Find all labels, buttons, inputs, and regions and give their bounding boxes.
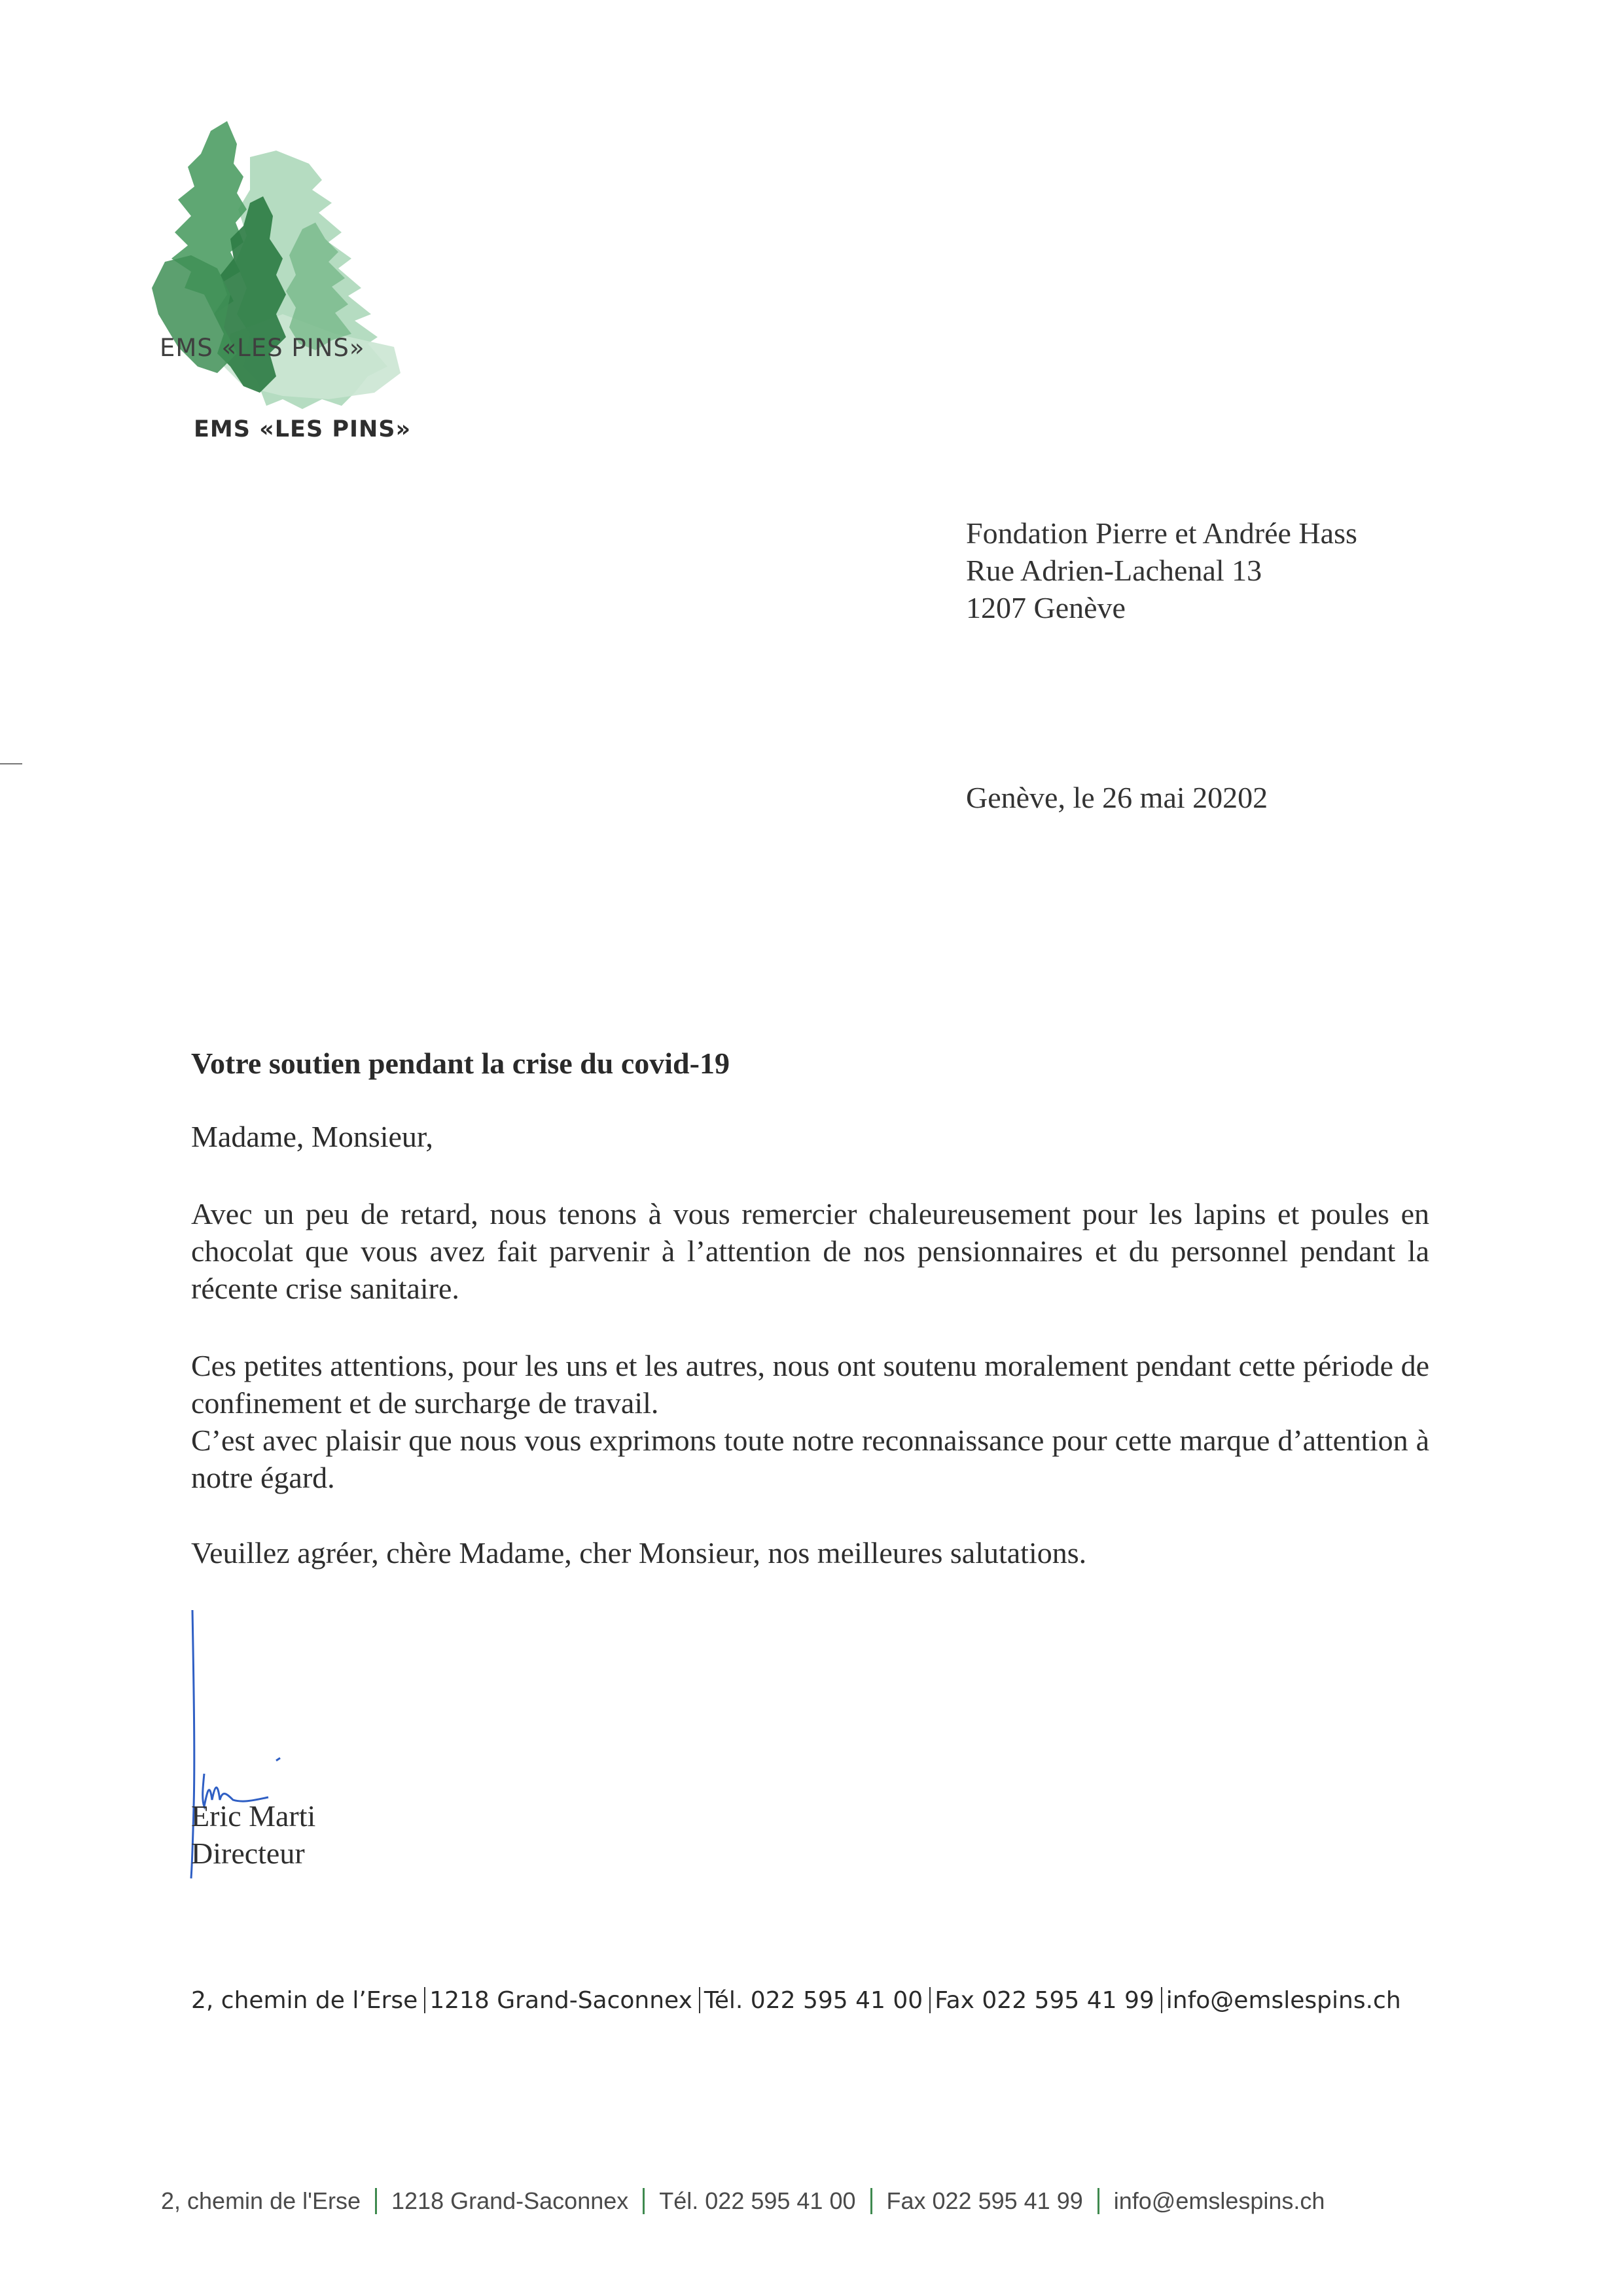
body-paragraph-2a: Ces petites attentions, pour les uns et les autres, nous ont soutenu moralement pendant cette période de confinement et de surcharge de travail. (191, 1349, 1429, 1420)
recipient-name: Fondation Pierre et Andrée Hass (966, 516, 1357, 550)
signer-block (191, 1797, 315, 1872)
footer-separator (1161, 1987, 1162, 2013)
body-paragraph-2b: C’est avec plaisir que nous vous exprimons toute notre reconnaissance pour cette marque d’attention à notre égard. (191, 1424, 1429, 1494)
printed-footer-separator (1097, 2188, 1099, 2214)
letter-date: Genève, le 26 mai 20202 (966, 781, 1268, 814)
margin-mark (0, 763, 22, 764)
printed-footer-separator (643, 2188, 645, 2214)
body-paragraph-2 (191, 1347, 1429, 1496)
footer-tel: Tél. 022 595 41 00 (704, 1987, 923, 2014)
footer-separator (699, 1987, 700, 2013)
closing-paragraph: Veuillez agréer, chère Madame, cher Monsieur, nos meilleures salutations. (191, 1536, 1087, 1570)
signer-name: Eric Marti (191, 1799, 316, 1833)
footer-fax: Fax 022 595 41 99 (935, 1987, 1154, 2014)
recipient-street: Rue Adrien-Lachenal 13 (966, 554, 1262, 587)
footer-separator (424, 1987, 425, 2013)
logo-label: EMS «LES PINS» (194, 416, 412, 442)
recipient-city: 1207 Genève (966, 591, 1126, 624)
recipient-address (966, 514, 1357, 626)
printed-footer (161, 2187, 1325, 2215)
footer-separator (929, 1987, 931, 2013)
typed-footer (191, 1987, 1401, 2014)
body-paragraph-1: Avec un peu de retard, nous tenons à vous remercier chaleureusement pour les lapins et poules en chocolat que vous avez fait parvenir à l’attention de nos pensionnaires et du personnel pendant la récente crise sanitaire. (191, 1197, 1429, 1305)
letter-subject: Votre soutien pendant la crise du covid-19 (191, 1047, 730, 1080)
ems-les-pins-logo (152, 118, 407, 419)
footer-email: info@emslespins.ch (1166, 1987, 1401, 2014)
printed-footer-fax: Fax 022 595 41 99 (886, 2187, 1083, 2214)
printed-footer-address: 2, chemin de l'Erse (161, 2187, 361, 2214)
salutation: Madame, Monsieur, (191, 1120, 433, 1153)
footer-address: 2, chemin de l’Erse (191, 1987, 418, 2014)
printed-footer-separator (870, 2188, 872, 2214)
logo-inner-label: EMS «LES PINS» (160, 334, 365, 362)
printed-footer-separator (375, 2188, 377, 2214)
printed-footer-email: info@emslespins.ch (1113, 2187, 1325, 2214)
printed-footer-city: 1218 Grand-Saconnex (391, 2187, 629, 2214)
printed-footer-tel: Tél. 022 595 41 00 (659, 2187, 856, 2214)
footer-city: 1218 Grand-Saconnex (429, 1987, 692, 2014)
signer-title: Directeur (191, 1837, 305, 1870)
